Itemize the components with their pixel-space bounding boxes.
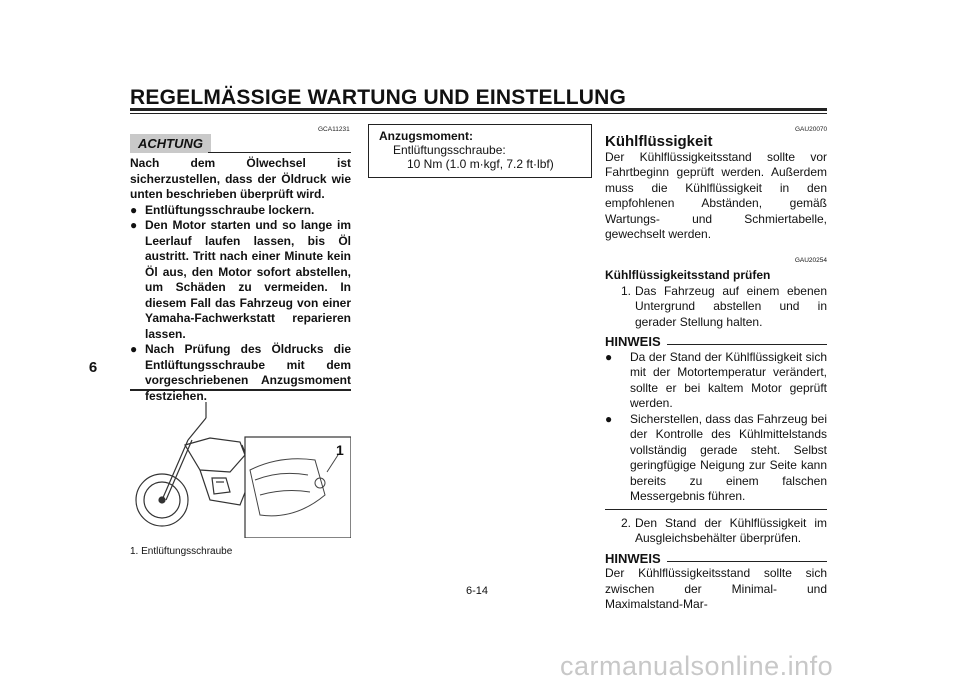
paragraph: Der Kühlflüssigkeitsstand sollte vor Fahrtbeginn geprüft werden. Außerdem muss die Kühlflüssigkeit in den empfohlenen Abständen, gemäß Wartungs- und Schmiertabelle, gewechselt werden.: [605, 149, 827, 241]
torque-item: Entlüftungsschraube:: [393, 143, 506, 157]
paragraph: Der Kühlflüssigkeitsstand sollte sich zwischen der Minimal- und Maximalstand-Mar-: [605, 566, 827, 611]
page-title: REGELMÄSSIGE WARTUNG UND EINSTELLUNG: [130, 86, 627, 109]
caution-block: [130, 156, 351, 404]
achtung-rule: [208, 152, 351, 153]
hinweis-heading: HINWEIS: [605, 551, 827, 567]
section-heading: Kühlflüssigkeit: [605, 133, 713, 150]
list-item: ● Entlüftungsschraube lockern.: [130, 202, 315, 217]
bullet-icon: ●: [605, 349, 613, 364]
hinweis-end-rule: [605, 509, 827, 510]
chapter-tab: 6: [80, 349, 106, 385]
torque-box: [368, 124, 592, 178]
figure-callout-1: 1: [336, 442, 344, 458]
watermark: carmanualsonline.info: [560, 651, 834, 681]
ref-code: GCA11231: [318, 126, 350, 133]
figure-caption: 1. Entlüftungsschraube: [130, 546, 233, 557]
ref-code: GAU20070: [795, 126, 828, 133]
coolant-section: [605, 130, 827, 613]
caution-intro: Nach dem Ölwechsel ist sicherzustellen, dass der Öldruck wie unten beschrieben überprüft wird.: [130, 156, 351, 201]
ref-code: GAU20254: [794, 256, 827, 264]
list-item: 2. Den Stand der Kühlflüssigkeit im Ausgleichsbehälter überprüfen.: [620, 515, 827, 545]
list-item: ● Den Motor starten und so lange im Leerlauf laufen lassen, bis Öl austritt. Tritt nach einer Minute kein Öl aus, den Motor sofort abstellen, um Schäden zu vermeiden. In diesem Fall das Fahrzeug von einer Yamaha-Fachwerkstatt reparieren lassen.: [130, 218, 351, 341]
torque-value: 10 Nm (1.0 m·kgf, 7.2 ft·lbf): [407, 157, 554, 171]
bullet-icon: ●: [130, 342, 138, 356]
motorcycle-illustration: [130, 400, 351, 538]
hinweis-heading: HINWEIS: [605, 334, 827, 350]
torque-title: Anzugsmoment:: [379, 129, 473, 143]
page-number: 6-14: [466, 585, 489, 597]
bullet-icon: ●: [130, 202, 138, 217]
list-item: ● Nach Prüfung des Öldrucks die Entlüftungsschraube mit dem vorgeschriebenen Anzugsmoment festziehen.: [130, 342, 351, 403]
subsection-heading: Kühlflüssigkeitsstand prüfen: [605, 268, 771, 282]
caution-end-rule: [130, 389, 351, 391]
title-rule: [130, 108, 827, 111]
list-item: 1. Das Fahrzeug auf einem ebenen Untergrund abstellen und in gerader Stellung halten.: [620, 283, 827, 329]
title-rule-thin: [130, 113, 827, 114]
list-item: ● Da der Stand der Kühlflüssigkeit sich mit der Motortemperatur verändert, sollte er bei kaltem Motor geprüft werden.: [605, 349, 827, 410]
list-item: ● Sicherstellen, dass das Fahrzeug bei der Kontrolle des Kühlmittelstands vollständig gerade steht. Selbst geringfügige Neigung zur Seite kann bereits zu einem falschen Messergebnis führen.: [605, 411, 827, 503]
hinweis-rule: [667, 344, 827, 345]
bullet-icon: ●: [605, 411, 613, 426]
hinweis-rule: [667, 561, 827, 562]
achtung-label: ACHTUNG: [130, 134, 211, 153]
bullet-icon: ●: [130, 218, 138, 232]
